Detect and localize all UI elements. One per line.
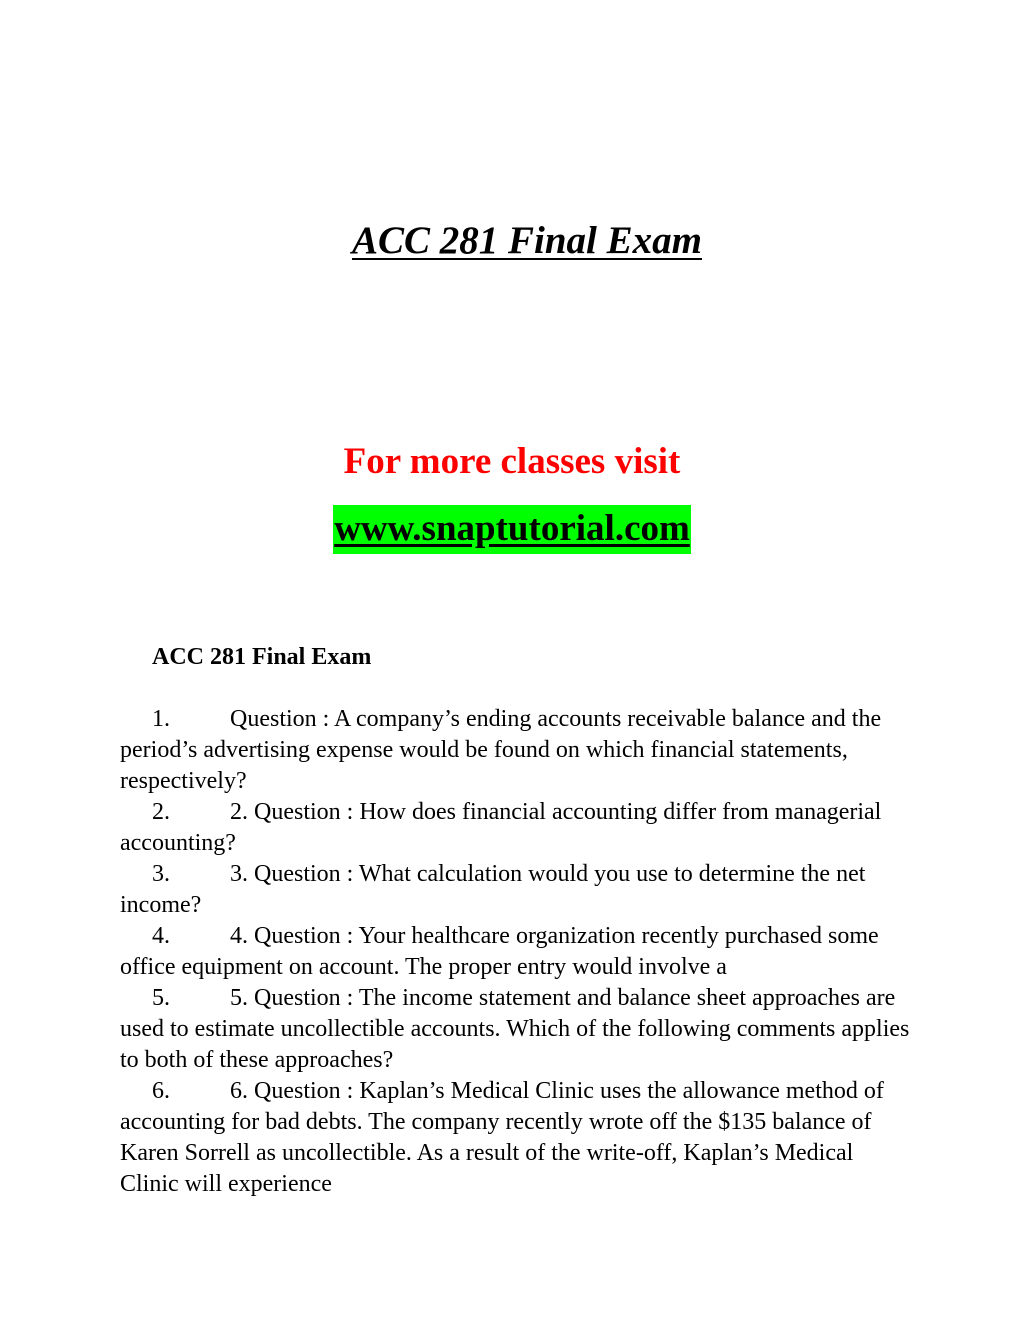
- question-item: [120, 1076, 910, 1200]
- promo-text: For more classes visit: [343, 441, 681, 482]
- question-number: 4.: [152, 923, 170, 949]
- question-number: 2.: [152, 799, 170, 825]
- website-link-container: [0, 505, 1024, 554]
- document-title: ACC 281 Final Exam: [351, 219, 702, 262]
- question-item: [120, 704, 910, 797]
- question-text: 2. Question : How does financial accounting differ from managerial accounting?: [120, 799, 882, 856]
- question-text: 4. Question : Your healthcare organization recently purchased some office equipment on account. The proper entry would involve a: [120, 923, 879, 980]
- website-link[interactable]: www.snaptutorial.com: [333, 505, 691, 554]
- question-number: 6.: [152, 1078, 170, 1104]
- question-text: 5. Question : The income statement and balance sheet approaches are used to estimate uncollectible accounts. Which of the following comments applies to both of these approaches?: [120, 985, 910, 1073]
- question-text: Question : A company’s ending accounts receivable balance and the period’s advertising expense would be found on which financial statements, respectively?: [120, 706, 882, 794]
- question-number: 5.: [152, 985, 170, 1011]
- question-number: 1.: [152, 706, 170, 732]
- question-number: 3.: [152, 861, 170, 887]
- question-list: [120, 704, 910, 1200]
- exam-heading: ACC 281 Final Exam: [152, 644, 372, 670]
- question-item: [120, 859, 910, 921]
- question-text: 3. Question : What calculation would you use to determine the net income?: [120, 861, 866, 918]
- question-text: 6. Question : Kaplan’s Medical Clinic uses the allowance method of accounting for bad debts. The company recently wrote off the $135 balance of Karen Sorrell as uncollectible. As a result of the write-off, Kaplan’s Medical Clinic will experience: [120, 1078, 884, 1197]
- question-item: [120, 797, 910, 859]
- question-item: [120, 921, 910, 983]
- question-item: [120, 983, 910, 1076]
